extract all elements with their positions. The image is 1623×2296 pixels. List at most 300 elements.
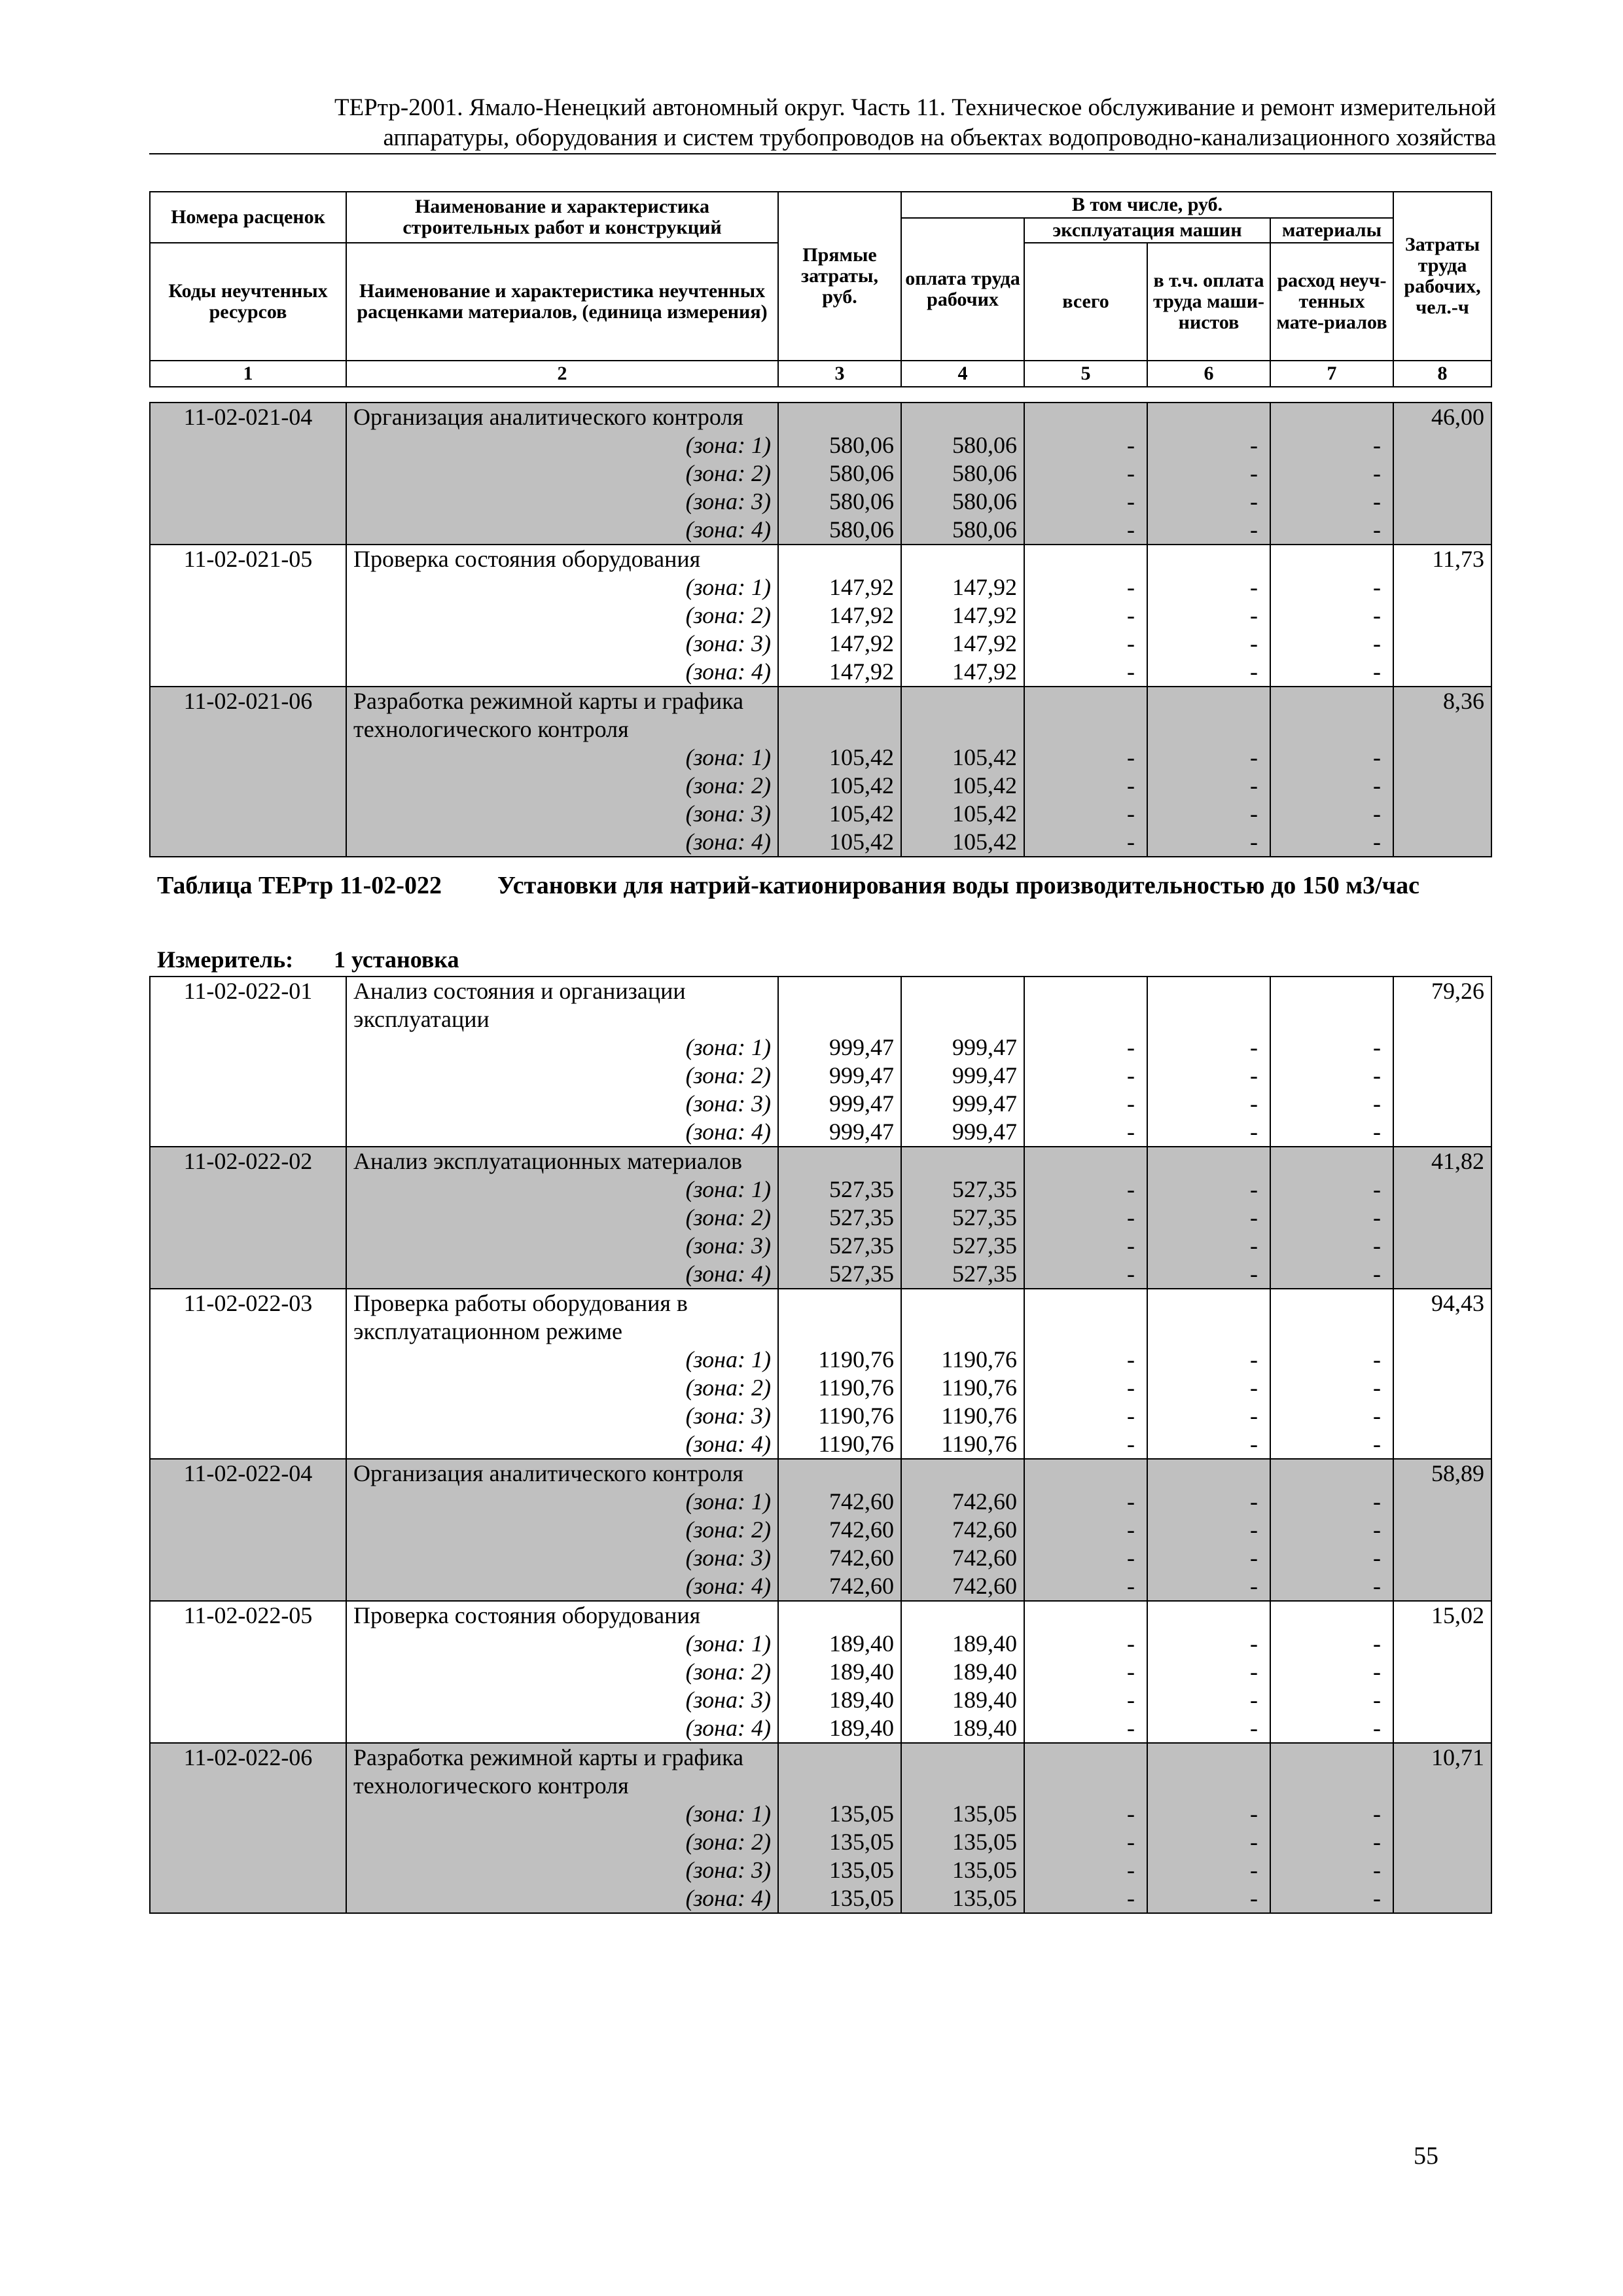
table-row bbox=[150, 977, 1491, 1005]
empty-cell bbox=[778, 1318, 901, 1346]
empty-cell bbox=[778, 545, 901, 573]
empty-cell bbox=[778, 1147, 901, 1175]
rate-code: 11-02-021-06 bbox=[150, 687, 346, 715]
table-row bbox=[150, 1572, 1491, 1601]
materials-value: - bbox=[1270, 1118, 1393, 1147]
empty-cell bbox=[1147, 715, 1270, 744]
materials-value: - bbox=[1270, 1062, 1393, 1090]
labor-cost-cell bbox=[1393, 1005, 1491, 1033]
materials-value: - bbox=[1270, 1430, 1393, 1459]
empty-cell bbox=[1270, 977, 1393, 1005]
zone-label: (зона: 4) bbox=[346, 828, 778, 857]
zone-label: (зона: 3) bbox=[346, 1686, 778, 1714]
machines-total-value: - bbox=[1024, 828, 1147, 857]
direct-cost-value: 527,35 bbox=[778, 1260, 901, 1289]
table-label: Таблица ТЕРтр 11-02-022 bbox=[157, 872, 442, 899]
work-name: технологического контроля bbox=[346, 715, 778, 744]
materials-value: - bbox=[1270, 658, 1393, 687]
labor-cost-cell bbox=[1393, 630, 1491, 658]
rate-code-cell bbox=[150, 1090, 346, 1118]
rate-code: 11-02-021-04 bbox=[150, 403, 346, 431]
worker-pay-value: 135,05 bbox=[901, 1800, 1024, 1828]
direct-cost-value: 580,06 bbox=[778, 488, 901, 516]
table-row bbox=[150, 1544, 1491, 1572]
rate-code-cell bbox=[150, 1800, 346, 1828]
labor-cost-cell bbox=[1393, 1402, 1491, 1430]
table-row bbox=[150, 601, 1491, 630]
materials-value: - bbox=[1270, 1714, 1393, 1743]
empty-cell bbox=[901, 1772, 1024, 1800]
rate-code: 11-02-022-01 bbox=[150, 977, 346, 1005]
table-row bbox=[150, 459, 1491, 488]
zone-label: (зона: 1) bbox=[346, 431, 778, 459]
zone-label: (зона: 4) bbox=[346, 658, 778, 687]
worker-pay-value: 580,06 bbox=[901, 516, 1024, 545]
measure-value: 1 установка bbox=[334, 946, 459, 973]
column-number: 6 bbox=[1147, 361, 1270, 387]
table-row bbox=[150, 1856, 1491, 1884]
materials-value: - bbox=[1270, 1346, 1393, 1374]
machines-total-value: - bbox=[1024, 658, 1147, 687]
table-row bbox=[150, 1884, 1491, 1913]
materials-value: - bbox=[1270, 772, 1393, 800]
empty-cell bbox=[1270, 1318, 1393, 1346]
empty-cell bbox=[901, 1147, 1024, 1175]
empty-cell bbox=[1270, 687, 1393, 715]
materials-value: - bbox=[1270, 1204, 1393, 1232]
direct-cost-value: 527,35 bbox=[778, 1175, 901, 1204]
machinist-pay-value: - bbox=[1147, 828, 1270, 857]
labor-cost-cell bbox=[1393, 1033, 1491, 1062]
empty-cell bbox=[901, 687, 1024, 715]
labor-cost-cell bbox=[1393, 1260, 1491, 1289]
table-row bbox=[150, 1033, 1491, 1062]
table-row bbox=[150, 1175, 1491, 1204]
rate-code: 11-02-022-04 bbox=[150, 1459, 346, 1488]
column-number: 3 bbox=[778, 361, 901, 387]
direct-cost-value: 999,47 bbox=[778, 1062, 901, 1090]
machinist-pay-value: - bbox=[1147, 1658, 1270, 1686]
direct-cost-value: 147,92 bbox=[778, 573, 901, 601]
zone-label: (зона: 2) bbox=[346, 601, 778, 630]
labor-cost-cell bbox=[1393, 1828, 1491, 1856]
empty-cell bbox=[1024, 977, 1147, 1005]
table-row bbox=[150, 1260, 1491, 1289]
table-row bbox=[150, 1204, 1491, 1232]
direct-cost-value: 527,35 bbox=[778, 1232, 901, 1260]
empty-cell bbox=[778, 1601, 901, 1630]
machines-total-value: - bbox=[1024, 1800, 1147, 1828]
empty-cell bbox=[1147, 1772, 1270, 1800]
labor-cost-value: 10,71 bbox=[1393, 1743, 1491, 1772]
table-row bbox=[150, 1658, 1491, 1686]
machines-total-value: - bbox=[1024, 1884, 1147, 1913]
direct-cost-value: 742,60 bbox=[778, 1544, 901, 1572]
empty-cell bbox=[1270, 1772, 1393, 1800]
worker-pay-value: 189,40 bbox=[901, 1686, 1024, 1714]
empty-cell bbox=[901, 977, 1024, 1005]
header-labor-costs: Затраты труда рабочих, чел.-ч bbox=[1393, 192, 1491, 361]
direct-cost-value: 1190,76 bbox=[778, 1346, 901, 1374]
zone-label: (зона: 1) bbox=[346, 1175, 778, 1204]
empty-cell bbox=[901, 715, 1024, 744]
table-row bbox=[150, 1346, 1491, 1374]
empty-cell bbox=[778, 1289, 901, 1318]
empty-cell bbox=[778, 1743, 901, 1772]
empty-cell bbox=[1270, 1601, 1393, 1630]
machines-total-value: - bbox=[1024, 744, 1147, 772]
table-row bbox=[150, 687, 1491, 715]
direct-cost-value: 999,47 bbox=[778, 1118, 901, 1147]
rate-code-cell bbox=[150, 1430, 346, 1459]
worker-pay-value: 135,05 bbox=[901, 1884, 1024, 1913]
machines-total-value: - bbox=[1024, 1430, 1147, 1459]
materials-value: - bbox=[1270, 1884, 1393, 1913]
labor-cost-cell bbox=[1393, 1686, 1491, 1714]
empty-cell bbox=[778, 687, 901, 715]
header-including: В том числе, руб. bbox=[901, 192, 1393, 218]
zone-label: (зона: 2) bbox=[346, 1516, 778, 1544]
machines-total-value: - bbox=[1024, 1686, 1147, 1714]
machinist-pay-value: - bbox=[1147, 601, 1270, 630]
direct-cost-value: 742,60 bbox=[778, 1488, 901, 1516]
empty-cell bbox=[1024, 1601, 1147, 1630]
labor-cost-cell bbox=[1393, 1062, 1491, 1090]
rate-code-cell bbox=[150, 715, 346, 744]
empty-cell bbox=[1147, 403, 1270, 431]
labor-cost-cell bbox=[1393, 1488, 1491, 1516]
zone-label: (зона: 2) bbox=[346, 772, 778, 800]
page-number: 55 bbox=[1414, 2142, 1438, 2170]
machines-total-value: - bbox=[1024, 1544, 1147, 1572]
column-number: 7 bbox=[1270, 361, 1393, 387]
empty-cell bbox=[1024, 1005, 1147, 1033]
rate-code-cell bbox=[150, 1175, 346, 1204]
labor-cost-cell bbox=[1393, 828, 1491, 857]
column-number: 4 bbox=[901, 361, 1024, 387]
rate-code-cell bbox=[150, 1828, 346, 1856]
machinist-pay-value: - bbox=[1147, 1062, 1270, 1090]
machinist-pay-value: - bbox=[1147, 1630, 1270, 1658]
table-row bbox=[150, 772, 1491, 800]
labor-cost-cell bbox=[1393, 1346, 1491, 1374]
empty-cell bbox=[1024, 1289, 1147, 1318]
direct-cost-value: 999,47 bbox=[778, 1090, 901, 1118]
work-name: технологического контроля bbox=[346, 1772, 778, 1800]
rate-code-cell bbox=[150, 601, 346, 630]
table-row bbox=[150, 1147, 1491, 1175]
machinist-pay-value: - bbox=[1147, 1884, 1270, 1913]
direct-cost-value: 1190,76 bbox=[778, 1430, 901, 1459]
direct-cost-value: 1190,76 bbox=[778, 1402, 901, 1430]
labor-cost-cell bbox=[1393, 1630, 1491, 1658]
header-material-names: Наименование и характеристика неучтенных расценками материалов, (единица измерения) bbox=[346, 243, 778, 361]
header-direct-costs: Прямые затраты, руб. bbox=[778, 192, 901, 361]
machines-total-value: - bbox=[1024, 431, 1147, 459]
labor-cost-cell bbox=[1393, 459, 1491, 488]
rate-code-cell bbox=[150, 1374, 346, 1402]
worker-pay-value: 105,42 bbox=[901, 828, 1024, 857]
zone-label: (зона: 1) bbox=[346, 1488, 778, 1516]
materials-value: - bbox=[1270, 601, 1393, 630]
empty-cell bbox=[778, 977, 901, 1005]
machinist-pay-value: - bbox=[1147, 1516, 1270, 1544]
empty-cell bbox=[1147, 545, 1270, 573]
worker-pay-value: 742,60 bbox=[901, 1572, 1024, 1601]
table-row bbox=[150, 1743, 1491, 1772]
empty-cell bbox=[901, 545, 1024, 573]
rate-code-cell bbox=[150, 658, 346, 687]
table-row bbox=[150, 800, 1491, 828]
machines-total-value: - bbox=[1024, 1232, 1147, 1260]
zone-label: (зона: 4) bbox=[346, 1430, 778, 1459]
machines-total-value: - bbox=[1024, 1175, 1147, 1204]
empty-cell bbox=[1024, 403, 1147, 431]
rate-code-cell bbox=[150, 1884, 346, 1913]
header-machines-total: всего bbox=[1024, 243, 1147, 361]
materials-value: - bbox=[1270, 1544, 1393, 1572]
direct-cost-value: 1190,76 bbox=[778, 1374, 901, 1402]
zone-label: (зона: 1) bbox=[346, 744, 778, 772]
table-row bbox=[150, 1686, 1491, 1714]
direct-cost-value: 105,42 bbox=[778, 744, 901, 772]
labor-cost-cell bbox=[1393, 601, 1491, 630]
work-name: Организация аналитического контроля bbox=[346, 1459, 778, 1488]
table-row bbox=[150, 488, 1491, 516]
rate-code-cell bbox=[150, 1402, 346, 1430]
rate-code-cell bbox=[150, 459, 346, 488]
direct-cost-value: 580,06 bbox=[778, 459, 901, 488]
rate-code: 11-02-022-05 bbox=[150, 1601, 346, 1630]
worker-pay-value: 105,42 bbox=[901, 772, 1024, 800]
machinist-pay-value: - bbox=[1147, 1260, 1270, 1289]
machinist-pay-value: - bbox=[1147, 1346, 1270, 1374]
zone-label: (зона: 1) bbox=[346, 1033, 778, 1062]
labor-cost-value: 11,73 bbox=[1393, 545, 1491, 573]
table-row bbox=[150, 1459, 1491, 1488]
rate-code-cell bbox=[150, 1232, 346, 1260]
materials-value: - bbox=[1270, 516, 1393, 545]
empty-cell bbox=[901, 1459, 1024, 1488]
materials-value: - bbox=[1270, 800, 1393, 828]
labor-cost-value: 58,89 bbox=[1393, 1459, 1491, 1488]
machinist-pay-value: - bbox=[1147, 1232, 1270, 1260]
work-name: эксплуатации bbox=[346, 1005, 778, 1033]
zone-label: (зона: 2) bbox=[346, 1204, 778, 1232]
table-row bbox=[150, 1374, 1491, 1402]
header-resource-codes: Коды неучтенных ресурсов bbox=[150, 243, 346, 361]
materials-value: - bbox=[1270, 1686, 1393, 1714]
worker-pay-value: 527,35 bbox=[901, 1204, 1024, 1232]
table-row bbox=[150, 403, 1491, 431]
measure-label: Измеритель: bbox=[157, 946, 294, 973]
direct-cost-value: 527,35 bbox=[778, 1204, 901, 1232]
worker-pay-value: 105,42 bbox=[901, 800, 1024, 828]
zone-label: (зона: 1) bbox=[346, 1346, 778, 1374]
empty-cell bbox=[901, 1743, 1024, 1772]
worker-pay-value: 147,92 bbox=[901, 658, 1024, 687]
zone-label: (зона: 4) bbox=[346, 1260, 778, 1289]
materials-value: - bbox=[1270, 1488, 1393, 1516]
rate-code-cell bbox=[150, 488, 346, 516]
labor-cost-cell bbox=[1393, 800, 1491, 828]
labor-cost-value: 8,36 bbox=[1393, 687, 1491, 715]
machinist-pay-value: - bbox=[1147, 1800, 1270, 1828]
empty-cell bbox=[1147, 687, 1270, 715]
table-row bbox=[150, 1800, 1491, 1828]
empty-cell bbox=[1024, 1147, 1147, 1175]
materials-value: - bbox=[1270, 1260, 1393, 1289]
empty-cell bbox=[778, 1459, 901, 1488]
materials-value: - bbox=[1270, 744, 1393, 772]
table-row bbox=[150, 1289, 1491, 1318]
zone-label: (зона: 4) bbox=[346, 1118, 778, 1147]
table-row bbox=[150, 1402, 1491, 1430]
table-title: Установки для натрий-катионирования воды производительностью до 150 м3/час bbox=[497, 872, 1420, 899]
header-work-name: Наименование и характеристика строительных работ и конструкций bbox=[346, 192, 778, 243]
labor-cost-value: 41,82 bbox=[1393, 1147, 1491, 1175]
zone-label: (зона: 1) bbox=[346, 573, 778, 601]
machinist-pay-value: - bbox=[1147, 658, 1270, 687]
empty-cell bbox=[901, 1005, 1024, 1033]
rate-code-cell bbox=[150, 1572, 346, 1601]
rate-code-cell bbox=[150, 1772, 346, 1800]
empty-cell bbox=[1147, 1459, 1270, 1488]
empty-cell bbox=[1024, 715, 1147, 744]
labor-cost-cell bbox=[1393, 1204, 1491, 1232]
rate-code-cell bbox=[150, 1318, 346, 1346]
page-header bbox=[149, 93, 1496, 154]
materials-value: - bbox=[1270, 1800, 1393, 1828]
table-row bbox=[150, 573, 1491, 601]
empty-cell bbox=[778, 715, 901, 744]
direct-cost-value: 147,92 bbox=[778, 601, 901, 630]
machines-total-value: - bbox=[1024, 1090, 1147, 1118]
work-name: Разработка режимной карты и графика bbox=[346, 687, 778, 715]
machinist-pay-value: - bbox=[1147, 431, 1270, 459]
work-name: эксплуатационном режиме bbox=[346, 1318, 778, 1346]
table-row bbox=[150, 715, 1491, 744]
labor-cost-value: 79,26 bbox=[1393, 977, 1491, 1005]
empty-cell bbox=[1147, 1318, 1270, 1346]
rates-table-11-02-022 bbox=[149, 976, 1492, 1914]
zone-label: (зона: 1) bbox=[346, 1800, 778, 1828]
materials-value: - bbox=[1270, 573, 1393, 601]
direct-cost-value: 135,05 bbox=[778, 1828, 901, 1856]
header-machinist-pay: в т.ч. оплата труда маши-нистов bbox=[1147, 243, 1270, 361]
table-row bbox=[150, 1118, 1491, 1147]
labor-cost-cell bbox=[1393, 1430, 1491, 1459]
empty-cell bbox=[1024, 687, 1147, 715]
machinist-pay-value: - bbox=[1147, 800, 1270, 828]
header-worker-pay: оплата труда рабочих bbox=[901, 218, 1024, 361]
worker-pay-value: 147,92 bbox=[901, 573, 1024, 601]
rate-code-cell bbox=[150, 1686, 346, 1714]
table-row bbox=[150, 1090, 1491, 1118]
worker-pay-value: 135,05 bbox=[901, 1856, 1024, 1884]
zone-label: (зона: 2) bbox=[346, 459, 778, 488]
zone-label: (зона: 2) bbox=[346, 1658, 778, 1686]
empty-cell bbox=[778, 403, 901, 431]
empty-cell bbox=[1024, 1772, 1147, 1800]
table-row bbox=[150, 1828, 1491, 1856]
labor-cost-cell bbox=[1393, 1318, 1491, 1346]
machines-total-value: - bbox=[1024, 1402, 1147, 1430]
labor-cost-cell bbox=[1393, 1516, 1491, 1544]
materials-value: - bbox=[1270, 1090, 1393, 1118]
labor-cost-cell bbox=[1393, 573, 1491, 601]
header-line-2: аппаратуры, оборудования и систем трубопроводов на объектах водопроводно-канализационного хозяйства bbox=[383, 124, 1496, 151]
header-rate-numbers: Номера расценок bbox=[150, 192, 346, 243]
table-row bbox=[150, 1005, 1491, 1033]
labor-cost-cell bbox=[1393, 1544, 1491, 1572]
machinist-pay-value: - bbox=[1147, 1856, 1270, 1884]
labor-cost-cell bbox=[1393, 658, 1491, 687]
worker-pay-value: 580,06 bbox=[901, 488, 1024, 516]
machinist-pay-value: - bbox=[1147, 1402, 1270, 1430]
work-name: Анализ состояния и организации bbox=[346, 977, 778, 1005]
machines-total-value: - bbox=[1024, 1118, 1147, 1147]
rate-code-cell bbox=[150, 1630, 346, 1658]
labor-cost-cell bbox=[1393, 1884, 1491, 1913]
table-row bbox=[150, 1772, 1491, 1800]
empty-cell bbox=[1024, 545, 1147, 573]
direct-cost-value: 189,40 bbox=[778, 1630, 901, 1658]
worker-pay-value: 1190,76 bbox=[901, 1402, 1024, 1430]
empty-cell bbox=[1270, 403, 1393, 431]
worker-pay-value: 999,47 bbox=[901, 1118, 1024, 1147]
materials-value: - bbox=[1270, 1033, 1393, 1062]
rate-code-cell bbox=[150, 1658, 346, 1686]
labor-cost-cell bbox=[1393, 1118, 1491, 1147]
worker-pay-value: 189,40 bbox=[901, 1714, 1024, 1743]
materials-value: - bbox=[1270, 1232, 1393, 1260]
rate-code-cell bbox=[150, 431, 346, 459]
table-row bbox=[150, 1630, 1491, 1658]
labor-cost-cell bbox=[1393, 516, 1491, 545]
worker-pay-value: 1190,76 bbox=[901, 1346, 1024, 1374]
machines-total-value: - bbox=[1024, 1062, 1147, 1090]
worker-pay-value: 580,06 bbox=[901, 431, 1024, 459]
direct-cost-value: 999,47 bbox=[778, 1033, 901, 1062]
work-name: Проверка состояния оборудования bbox=[346, 545, 778, 573]
rate-code-cell bbox=[150, 1516, 346, 1544]
worker-pay-value: 527,35 bbox=[901, 1260, 1024, 1289]
worker-pay-value: 147,92 bbox=[901, 601, 1024, 630]
empty-cell bbox=[1147, 1147, 1270, 1175]
empty-cell bbox=[1270, 715, 1393, 744]
rate-code: 11-02-022-03 bbox=[150, 1289, 346, 1318]
table-row bbox=[150, 630, 1491, 658]
materials-value: - bbox=[1270, 1516, 1393, 1544]
table-row bbox=[150, 1714, 1491, 1743]
materials-value: - bbox=[1270, 630, 1393, 658]
labor-cost-cell bbox=[1393, 1374, 1491, 1402]
labor-cost-cell bbox=[1393, 1175, 1491, 1204]
machinist-pay-value: - bbox=[1147, 1686, 1270, 1714]
direct-cost-value: 135,05 bbox=[778, 1856, 901, 1884]
zone-label: (зона: 4) bbox=[346, 1884, 778, 1913]
column-number: 8 bbox=[1393, 361, 1491, 387]
worker-pay-value: 147,92 bbox=[901, 630, 1024, 658]
rate-code-cell bbox=[150, 772, 346, 800]
direct-cost-value: 105,42 bbox=[778, 828, 901, 857]
rate-code-cell bbox=[150, 1204, 346, 1232]
machines-total-value: - bbox=[1024, 516, 1147, 545]
worker-pay-value: 999,47 bbox=[901, 1062, 1024, 1090]
table-row bbox=[150, 545, 1491, 573]
labor-cost-value: 15,02 bbox=[1393, 1601, 1491, 1630]
